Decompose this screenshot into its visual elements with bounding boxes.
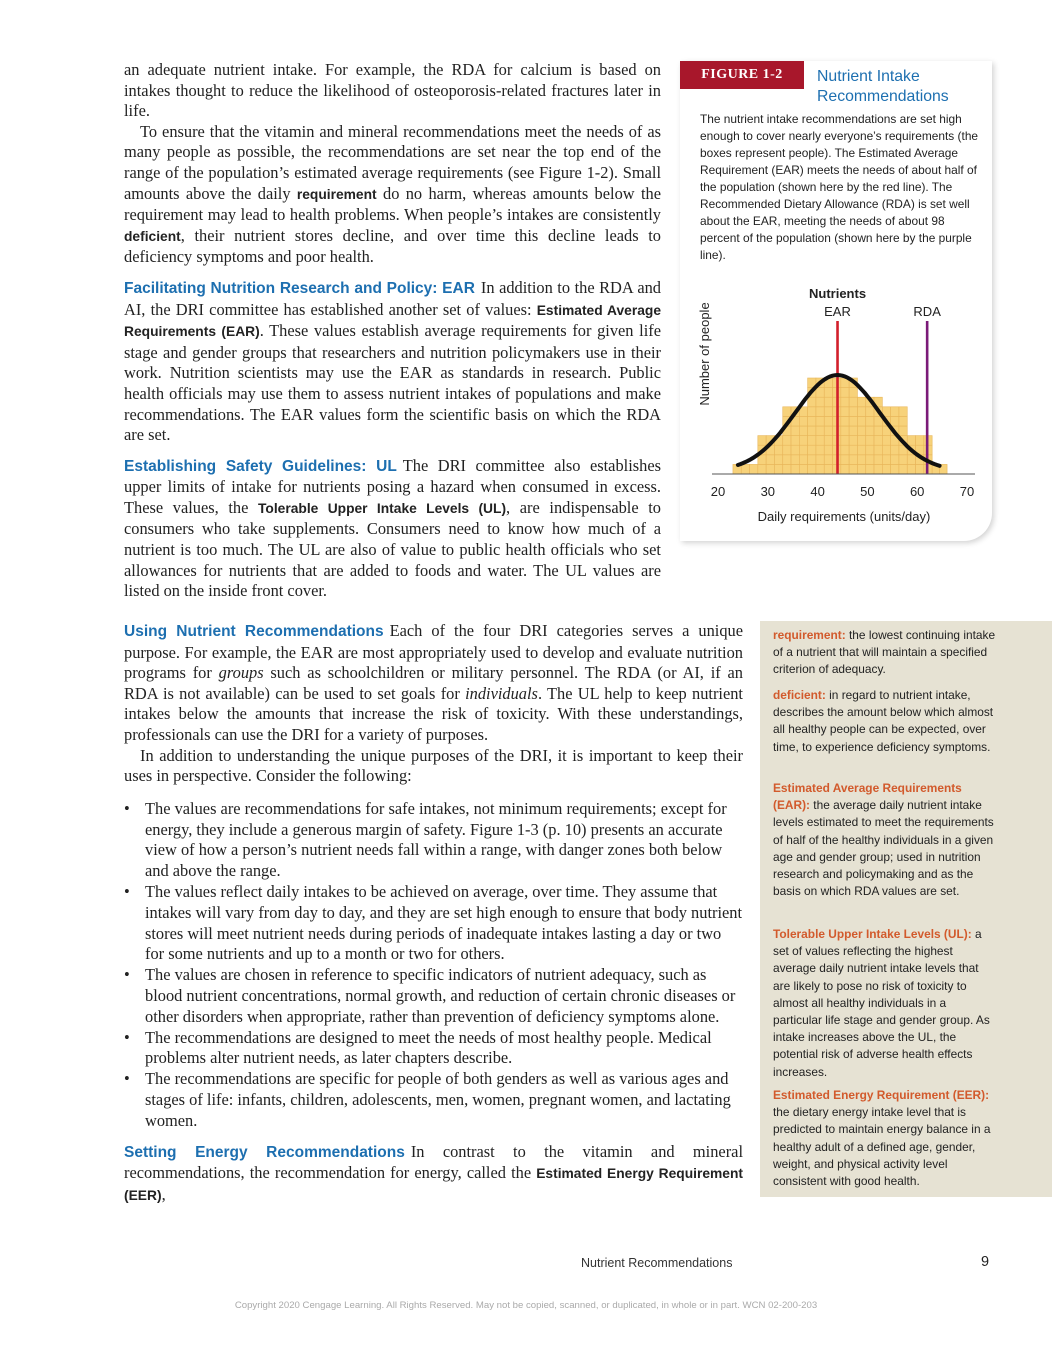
x-tick-label: 70: [959, 484, 975, 499]
ear-label: EAR: [824, 304, 851, 319]
bar-cell: [857, 397, 865, 407]
glossary-entry: Estimated Energy Requirement (EER): the dietary energy intake level that is predicted to maintain energy balance in a healthy adult of a defined age, gender, weight, and physical activity level consistent with good health.: [773, 1088, 991, 1189]
bar-cell: [758, 455, 766, 465]
bar-cell: [849, 397, 857, 407]
section-heading-ear: Facilitating Nutrition Research and Policy: EAR: [124, 279, 475, 297]
bar-cell: [766, 455, 774, 465]
glossary-term: Tolerable Upper Intake Levels (UL):: [773, 927, 972, 941]
bullet-marker: •: [124, 965, 130, 985]
bar-cell: [866, 455, 874, 465]
bullet-item: [124, 799, 743, 882]
bar-cell: [907, 464, 915, 474]
bar-cell: [849, 436, 857, 446]
bar-cell: [758, 436, 766, 446]
bar-cell: [874, 455, 882, 465]
bar-cell: [882, 445, 890, 455]
paragraph-rda-calcium: an adequate nutrient intake. For example, the RDA for calcium is based on intakes thought to reduce the likelihood of osteoporosis-related fractures later in life.: [124, 60, 661, 121]
bar-cell: [874, 436, 882, 446]
bar-cell: [808, 445, 816, 455]
bar-cell: [874, 445, 882, 455]
bar-cell: [774, 464, 782, 474]
bar-cell: [816, 445, 824, 455]
bar-cell: [849, 455, 857, 465]
main-text-lower: [124, 621, 743, 1206]
section-heading-ul: Establishing Safety Guidelines: UL: [124, 457, 397, 475]
glossary-entry: Tolerable Upper Intake Levels (UL): a set of values reflecting the highest average daily nutrient intake levels that are likely to pose no risk of toxicity to almost all healthy individuals in a particular life stage and gender group. As intake increases above the UL, the potential risk of adverse health effects increases.: [773, 927, 990, 1079]
term-ear: Estimated Average Requirements (EAR): [124, 302, 661, 340]
bar-cell: [824, 455, 832, 465]
bar-cell: [899, 464, 907, 474]
bullet-marker: •: [124, 798, 130, 818]
bar-cell: [866, 445, 874, 455]
bar-cell: [874, 464, 882, 474]
x-tick-label: 20: [710, 484, 726, 499]
x-tick-labels: [711, 484, 974, 499]
bar-cell: [849, 407, 857, 417]
bar-cell: [783, 436, 791, 446]
line-group-title: Nutrients: [808, 286, 867, 301]
bar-cell: [891, 455, 899, 465]
bar-cell: [824, 445, 832, 455]
bar-cell: [774, 445, 782, 455]
bar-cell: [849, 464, 857, 474]
bullet-item: [124, 1069, 743, 1131]
bar-cell: [866, 436, 874, 446]
x-tick-label: 30: [760, 484, 776, 499]
bullet-list: [124, 799, 743, 1132]
bar-cell: [849, 445, 857, 455]
bar-cell: [891, 407, 899, 417]
bar-cell: [857, 464, 865, 474]
bullet-text: The values are recommendations for safe intakes, not minimum requirements; except for energy, they include a generous margin of safety. Figure 1-3 (p. 10) presents an accurate view of how a person’s nutrient needs fall within a range, with danger zones both below and above the range.: [145, 798, 727, 881]
bar-cell: [866, 464, 874, 474]
bar-cell: [799, 426, 807, 436]
bar-cell: [874, 426, 882, 436]
bullet-text: The values reflect daily intakes to be achieved on average, over time. They assume that intakes will vary from day to day, and they are set high enough to ensure that body nutrient stores will meet nutrient needs during periods of inadequate intakes lasting a day or two for some nutrients and up to a month or two for others.: [145, 881, 743, 964]
bar-cell: [907, 436, 915, 446]
histogram-chart: [680, 281, 992, 541]
bar-cell: [808, 436, 816, 446]
bar-cell: [799, 455, 807, 465]
glossary-term: deficient:: [773, 688, 826, 702]
bar-cell: [824, 407, 832, 417]
bar-cell: [857, 416, 865, 426]
bar-cell: [891, 464, 899, 474]
bar-cell: [799, 416, 807, 426]
bar-cell: [816, 388, 824, 398]
bar-cell: [741, 464, 749, 474]
bullet-item: [124, 1028, 743, 1070]
bar-cell: [799, 445, 807, 455]
bar-cell: [841, 445, 849, 455]
bullet-item: [124, 882, 743, 965]
bar-cell: [791, 455, 799, 465]
bar-cell: [841, 416, 849, 426]
bar-cell: [791, 464, 799, 474]
glossary-entry: requirement: the lowest continuing intake of a nutrient that will maintain a specified criterion of adequacy.: [773, 628, 996, 677]
bar-cell: [857, 426, 865, 436]
bar-cell: [808, 464, 816, 474]
glossary-term: Estimated Energy Requirement (EER):: [773, 1088, 990, 1102]
bar-cell: [816, 455, 824, 465]
bar-cell: [899, 416, 907, 426]
bar-cell: [758, 464, 766, 474]
bullet-text: The values are chosen in reference to specific indicators of nutrient adequacy, such as blood nutrient concentrations, normal growth, and reduction of certain chronic diseases or other disorders when appropriate, rather than prevention of deficiency symptoms alone.: [145, 965, 736, 1026]
bar-cell: [841, 426, 849, 436]
bar-cell: [841, 397, 849, 407]
bar-cell: [866, 407, 874, 417]
bar-cell: [882, 464, 890, 474]
term-ul: Tolerable Upper Intake Levels (UL): [258, 500, 507, 516]
bar-cell: [841, 407, 849, 417]
main-text-upper: [124, 60, 661, 602]
x-tick-label: 60: [909, 484, 925, 499]
reference-line-labels: [809, 286, 941, 319]
figure-title: Nutrient Intake Recommendations: [817, 68, 949, 105]
bullet-item: [124, 965, 743, 1027]
glossary-sidebar: [760, 621, 1052, 1197]
bullet-text: The recommendations are designed to meet the needs of most healthy people. Medical problems alter nutrient needs, as later chapters describe.: [145, 1027, 712, 1068]
bar-cell: [791, 436, 799, 446]
bar-cell: [791, 426, 799, 436]
bar-cell: [783, 464, 791, 474]
y-axis-label: Number of people: [697, 302, 712, 406]
bar-cell: [808, 416, 816, 426]
bar-cell: [899, 426, 907, 436]
bar-cell: [816, 416, 824, 426]
bar-cell: [866, 426, 874, 436]
paragraph-perspective: In addition to understanding the unique purposes of the DRI, it is important to keep their uses in perspective. Consider the following:: [124, 745, 743, 786]
bar-cell: [783, 407, 791, 417]
glossary-term: Estimated Average Requirements (EAR):: [773, 781, 962, 813]
section-ear: Facilitating Nutrition Research and Policy: EAR In addition to the RDA and AI, the DRI committee has established another set of values: Estimated Average Requirements (EAR). These values establish average requirements for given life stage and gender groups that researchers and nutrition policymakers use in their work. Nutrition scientists may use the EAR as standards in research. Public health officials may use them to assess nutrient intakes of populations and make recommendations. The EAR values form the scientific basis on which the RDA are set.: [124, 277, 661, 445]
bar-cell: [841, 464, 849, 474]
x-axis-label: Daily requirements (units/day): [757, 509, 931, 524]
glossary-entry: Estimated Average Requirements (EAR): the average daily nutrient intake levels estimated to meet the requirements of half of the healthy individuals in a given age and gender group; used in nutrition research and policymaking and as the basis on which RDA values are set.: [773, 781, 994, 899]
bar-cell: [750, 464, 758, 474]
bar-cell: [882, 436, 890, 446]
bar-cell: [849, 426, 857, 436]
bar-cell: [808, 397, 816, 407]
bar-cell: [841, 436, 849, 446]
paragraph-recommendations-range: To ensure that the vitamin and mineral recommendations meet the needs of as many people as possible, the recommendations are set near the top end of the range of the population’s estimated average requirements (see Figure 1-2). Small amounts above the daily requirement do no harm, whereas amounts below the requirement may lead to health problems. When people’s intakes are consistently deficient, their nutrient stores decline, and over time this decline leads to deficiency symptoms and poor health.: [124, 121, 661, 267]
section-heading-using: Using Nutrient Recommendations: [124, 623, 384, 640]
bar-cell: [816, 397, 824, 407]
bar-cell: [808, 455, 816, 465]
figure-1-2: [680, 61, 992, 541]
bar-cell: [808, 426, 816, 436]
bar-cell: [857, 445, 865, 455]
bar-cell: [866, 416, 874, 426]
x-tick-label: 40: [810, 484, 825, 499]
bar-cell: [849, 388, 857, 398]
bar-cell: [824, 464, 832, 474]
bar-cell: [891, 416, 899, 426]
bar-cell: [841, 388, 849, 398]
copyright-notice: Copyright 2020 Cengage Learning. All Rights Reserved. May not be copied, scanned, or duplicated, in whole or in part. WCN 02-200-203: [234, 1300, 818, 1311]
bar-cell: [857, 436, 865, 446]
bar-cell: [824, 397, 832, 407]
term-eer: Estimated Energy Requirement (EER): [124, 1166, 743, 1203]
bar-cell: [841, 455, 849, 465]
bar-cell: [899, 407, 907, 417]
bar-cell: [916, 436, 924, 446]
bar-cell: [766, 464, 774, 474]
chart-bars: [733, 378, 947, 474]
bar-cell: [816, 407, 824, 417]
bullet-marker: •: [124, 1069, 130, 1089]
figure-tag: FIGURE 1-2: [680, 61, 804, 89]
glossary-term: requirement:: [773, 628, 846, 642]
section-energy: Setting Energy Recommendations In contrast to the vitamin and mineral recommendations, the recommendation for energy, called the Estimated Energy Requirement (EER),: [124, 1141, 743, 1204]
bar-cell: [857, 407, 865, 417]
bar-cell: [799, 464, 807, 474]
term-requirement: requirement: [296, 186, 377, 202]
bar-cell: [816, 436, 824, 446]
bar-cell: [824, 436, 832, 446]
bar-cell: [808, 407, 816, 417]
bar-cell: [774, 455, 782, 465]
bar-cell: [824, 416, 832, 426]
bar-cell: [783, 445, 791, 455]
section-ul: Establishing Safety Guidelines: UL The DRI committee also establishes upper limits of intake for nutrients posing a hazard when consumed in excess. These values, the Tolerable Upper Intake Levels (UL), are indispensable to consumers who take supplements. Consumers need to know how much of a nutrient is too much. The UL are also of value to public health officials who set allowances for nutrients that are added to foods and water. The UL values are listed on the inside front cover.: [124, 455, 661, 601]
figure-caption: The nutrient intake recommendations are set high enough to cover nearly everyone’s requirements (the boxes represent people). The Estimated Average Requirement (EAR) meets the needs of about half of the population (shown here by the red line). The Recommended Dietary Allowance (RDA) is set well about the EAR, meeting the needs of about 98 percent of the population (shown here by the purple line).: [700, 112, 979, 262]
bullet-marker: •: [124, 881, 130, 901]
bar-cell: [899, 455, 907, 465]
bar-cell: [857, 455, 865, 465]
rda-label: RDA: [913, 304, 941, 319]
page-number: 9: [981, 1254, 990, 1270]
bar-cell: [799, 436, 807, 446]
running-footer-title: Nutrient Recommendations: [581, 1256, 733, 1270]
bar-cell: [849, 416, 857, 426]
glossary-entry: deficient: in regard to nutrient intake, describes the amount below which almost all healthy people can be expected, over time, to experience deficiency symptoms.: [773, 688, 994, 754]
bullet-marker: •: [124, 1027, 130, 1047]
bar-cell: [791, 445, 799, 455]
bar-cell: [816, 464, 824, 474]
bar-cell: [824, 388, 832, 398]
bar-cell: [824, 426, 832, 436]
bar-cell: [816, 426, 824, 436]
bar-cell: [882, 455, 890, 465]
bar-cell: [907, 455, 915, 465]
term-deficient: deficient: [124, 228, 181, 244]
bar-cell: [891, 445, 899, 455]
section-heading-energy: Setting Energy Recommendations: [124, 1143, 405, 1161]
section-using-recommendations: Using Nutrient Recommendations Each of the four DRI categories serves a unique purpose. For example, the EAR are most appropriately used to develop and evaluate nutrition programs for groups such as schoolchildren or military personnel. The RDA (or AI, if an RDA is not available) can be used to set goals for individuals. The UL help to keep nutrient intakes below the amounts that increase the risk of toxicity. With these understandings, professionals can use the DRI for a variety of purposes.: [124, 621, 744, 744]
bullet-text: The recommendations are specific for people of both genders as well as various ages and stages of life: infants, children, adolescents, men, women, pregnant women, and lactating women.: [145, 1069, 731, 1130]
bar-cell: [916, 464, 924, 474]
x-tick-label: 50: [860, 484, 875, 499]
bar-cell: [783, 455, 791, 465]
